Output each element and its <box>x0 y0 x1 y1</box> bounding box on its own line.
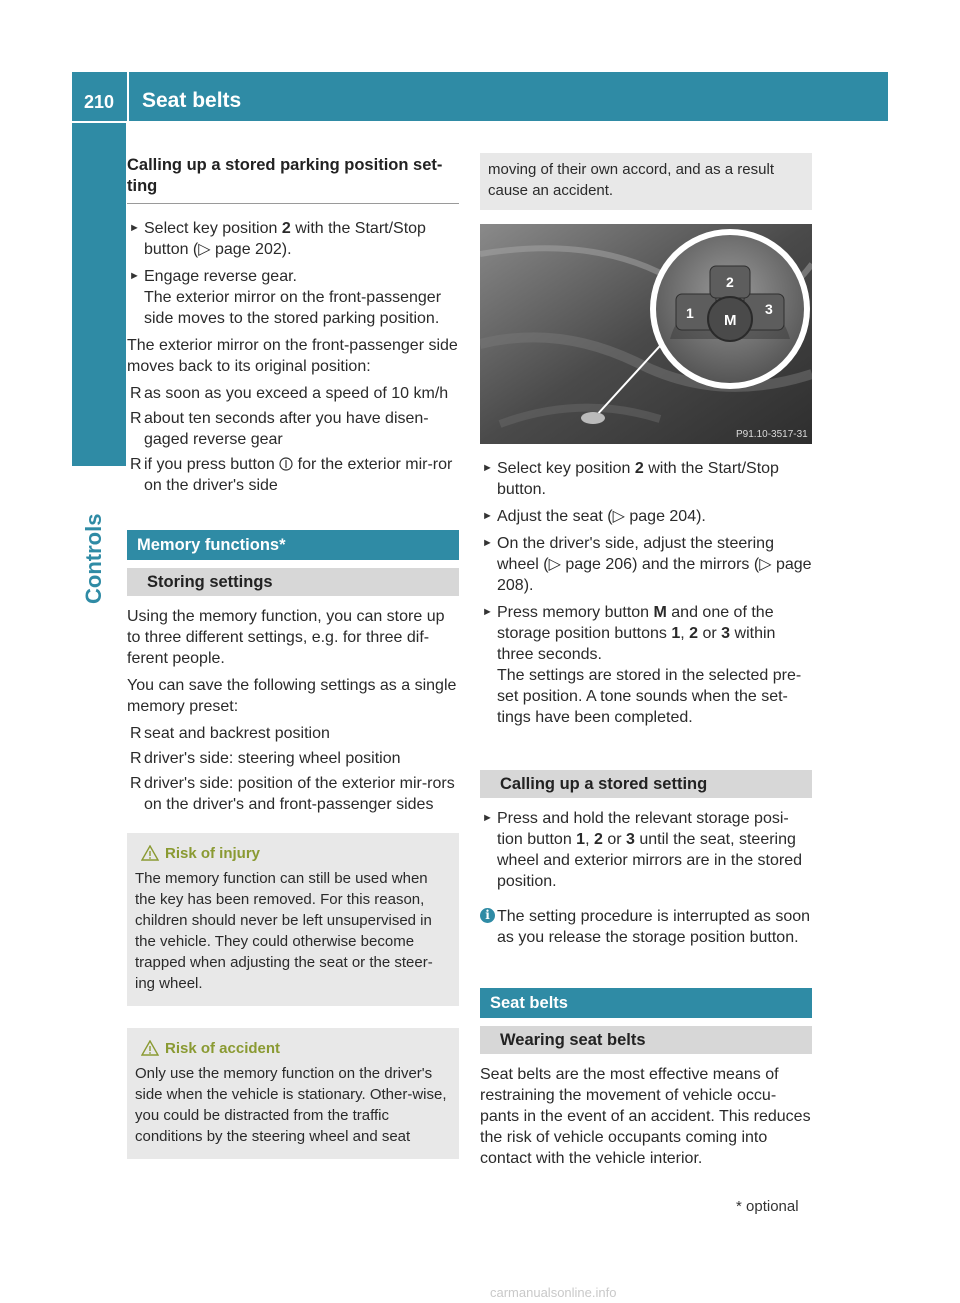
step-text: or <box>698 625 722 642</box>
memory-buttons-photo <box>480 224 812 444</box>
photo-btn-1: 1 <box>686 305 694 321</box>
step-text: , <box>680 625 690 642</box>
step-text: Press memory button <box>497 604 654 621</box>
page-number: 210 <box>84 92 115 112</box>
section-title: Seat belts <box>142 89 242 112</box>
step-text: On the driver's side, adjust the steering wheel (▷ page 206) and the mirrors (▷ page 208). <box>497 535 812 594</box>
paragraph: Using the memory function, you can store up to three different settings, e.g. for three dif-ferent people. <box>127 608 445 667</box>
step-item <box>480 602 812 728</box>
list-item <box>127 383 459 404</box>
step-arrow-icon: ► <box>129 222 140 234</box>
step-text: Engage reverse gear. <box>144 268 297 285</box>
page-header <box>72 72 888 121</box>
photo-btn-3: 3 <box>765 301 773 317</box>
step-result: The settings are stored in the selected pre-set position. A tone sounds when the set-tings have been completed. <box>497 667 802 726</box>
bullet-icon: R <box>130 750 142 767</box>
step-bold: 1 <box>576 831 586 848</box>
step-bold: 2 <box>689 625 699 642</box>
side-tab-label <box>83 474 113 604</box>
step-text: Adjust the seat (▷ page 204). <box>497 508 706 525</box>
list-item <box>127 723 459 744</box>
warning-continuation: moving of their own accord, and as a result cause an accident. <box>480 153 812 210</box>
warning-text: The memory function can still be used when the key has been removed. For this reason, children should never be left unsupervised in the vehicle. They could otherwise become trapped when adjusting the seat or the steer-ing wheel. <box>135 870 433 992</box>
step-bold: 3 <box>626 831 635 848</box>
seat-door-illustration <box>480 224 812 444</box>
list-item-text: if you press button <box>144 456 280 473</box>
calling-up-band: Calling up a stored setting <box>480 770 812 798</box>
step-bold: 2 <box>281 220 291 237</box>
wearing-seat-belts-band: Wearing seat belts <box>480 1026 812 1054</box>
bullet-icon: R <box>130 410 142 427</box>
side-tab-text: Controls <box>81 513 106 604</box>
info-note <box>480 906 812 948</box>
step-item <box>480 458 812 500</box>
list-item-text: seat and backrest position <box>144 725 330 742</box>
step-arrow-icon: ► <box>482 510 493 522</box>
photo-code: P91.10-3517-31 <box>736 429 808 440</box>
right-column <box>480 153 812 1175</box>
step-text: with the Start/Stop button (▷ page 202). <box>144 220 426 258</box>
paragraph: Seat belts are the most effective means of restraining the movement of vehicle occu-pants in the event of an accident. This reduces the risk of vehicle occupants coming into contact with the vehicle interior. <box>480 1066 811 1167</box>
warning-title-text: Risk of injury <box>165 845 261 862</box>
watermark: carmanualsonline.info <box>490 1285 617 1300</box>
step-arrow-icon: ► <box>482 462 493 474</box>
bullet-icon: R <box>130 385 142 402</box>
warning-text: Only use the memory function on the driver's side when the vehicle is stationary. Other-wise, you could be distracted from the traffic conditions by the steering wheel and seat <box>135 1065 447 1145</box>
bullet-icon: R <box>130 725 142 742</box>
list-item <box>127 773 459 815</box>
memory-button-icon <box>279 457 293 471</box>
seat-belts-band: Seat belts <box>480 988 812 1018</box>
list-item <box>127 408 459 450</box>
list-item <box>127 454 459 496</box>
info-text: The setting procedure is interrupted as soon as you release the storage position button. <box>497 908 811 946</box>
step-arrow-icon: ► <box>482 812 493 824</box>
warning-box-accident <box>127 1028 459 1159</box>
warning-triangle-icon <box>141 1040 159 1056</box>
list-item-text: about ten seconds after you have disen-gaged reverse gear <box>144 410 429 448</box>
warning-title <box>135 1038 449 1059</box>
list-item-text: as soon as you exceed a speed of 10 km/h <box>144 385 449 402</box>
step-item <box>127 266 459 329</box>
photo-btn-m: M <box>724 312 737 329</box>
list-item-text: for the exterior mir-ror on the driver's side <box>144 456 453 494</box>
step-arrow-icon: ► <box>482 537 493 549</box>
step-text: Press and hold the relevant storage posi-tion button <box>497 810 789 848</box>
step-item <box>480 533 812 596</box>
step-text: Select key position <box>144 220 282 237</box>
warning-triangle-icon <box>141 845 159 861</box>
memory-functions-band: Memory functions* <box>127 530 459 560</box>
step-text: with the Start/Stop button. <box>497 460 779 498</box>
list-item-text: driver's side: position of the exterior mir-rors on the driver's and front-passenger sides <box>144 775 455 813</box>
step-text: and one of the storage position buttons <box>497 604 774 642</box>
step-item <box>480 506 812 527</box>
storing-settings-band: Storing settings <box>127 568 459 596</box>
step-bold: 2 <box>593 831 603 848</box>
step-item <box>127 218 459 260</box>
warning-title <box>135 843 449 864</box>
step-result: The exterior mirror on the front-passenger side moves to the stored parking position. <box>144 289 442 327</box>
photo-btn-2: 2 <box>726 274 734 290</box>
step-arrow-icon: ► <box>482 606 493 618</box>
bullet-icon: R <box>130 456 142 473</box>
info-icon: i <box>480 908 495 923</box>
step-text: until the seat, steering wheel and exterior mirrors are in the stored position. <box>497 831 803 890</box>
paragraph: You can save the following settings as a single memory preset: <box>127 677 457 715</box>
paragraph: The exterior mirror on the front-passenger side moves back to its original position: <box>127 337 458 375</box>
left-column <box>127 155 459 1159</box>
step-item <box>480 808 812 892</box>
parking-position-heading: Calling up a stored parking position set-ting <box>127 155 459 204</box>
step-bold: 3 <box>721 625 731 642</box>
warning-title-text: Risk of accident <box>165 1040 281 1057</box>
step-text: or <box>602 831 626 848</box>
list-item <box>127 748 459 769</box>
step-bold: 2 <box>634 460 644 477</box>
header-divider <box>127 72 129 121</box>
step-bold: 1 <box>671 625 681 642</box>
warning-box-injury <box>127 833 459 1006</box>
step-text: , <box>585 831 594 848</box>
step-text: Select key position <box>497 460 635 477</box>
side-tab-bar <box>72 123 126 466</box>
step-text: within three seconds. <box>497 625 776 663</box>
step-arrow-icon: ► <box>129 270 140 282</box>
step-bold: M <box>653 604 667 621</box>
list-item-text: driver's side: steering wheel position <box>144 750 401 767</box>
optional-footnote: * optional <box>736 1198 799 1215</box>
bullet-icon: R <box>130 775 142 792</box>
